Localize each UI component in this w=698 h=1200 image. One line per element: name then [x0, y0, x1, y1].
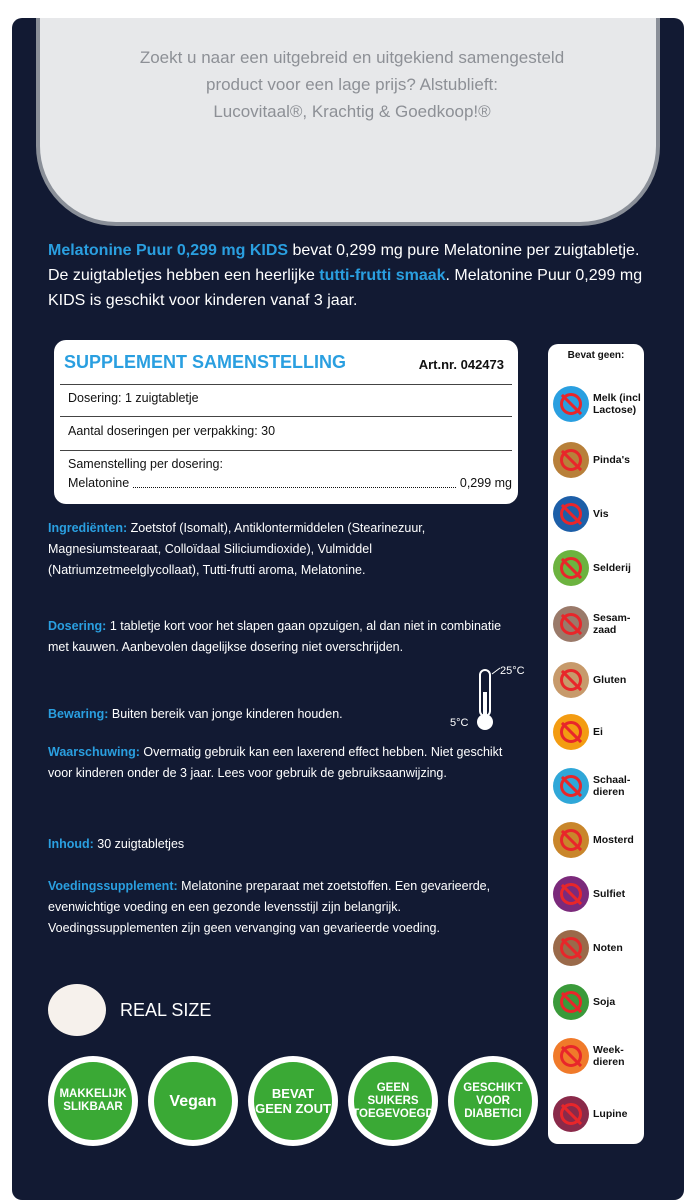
thermometer-max: 25°C	[500, 665, 525, 677]
fish-free-icon	[553, 496, 589, 532]
allergen-soy	[553, 984, 643, 1020]
composition-box	[54, 340, 518, 504]
allergen-label: Ei	[593, 726, 603, 738]
intro-text-2: . Melatonine Puur 0,299 mg KIDS is geschikt voor kinderen vanaf 3 jaar.	[48, 267, 643, 309]
composition-title: SUPPLEMENT SAMENSTELLING	[64, 352, 347, 372]
ingredient-amount: 0,299 mg	[459, 476, 512, 490]
content-section	[48, 834, 524, 855]
egg-free-icon	[553, 714, 589, 750]
allergen-mustard	[553, 822, 643, 858]
badge-no-salt	[248, 1056, 338, 1146]
badge-row	[48, 1056, 544, 1156]
badge-no-salt-text: BEVAT GEEN ZOUT	[254, 1062, 332, 1140]
per-dose-label: Samenstelling per dosering:	[68, 457, 223, 471]
allergen-panel	[548, 344, 644, 1144]
celery-free-icon	[553, 550, 589, 586]
per-dose-row	[60, 450, 512, 494]
soy-free-icon	[553, 984, 589, 1020]
ingredients-text: Zoetstof (Isomalt), Antiklontermiddelen (Stearinezuur, Magnesiumstearaat, Colloïdaal Siliciumdioxide), Vulmiddel (Natriumzetmeelglycollaat), Tutti-frutti aroma, Melatonine.	[48, 521, 426, 577]
allergen-label: Soja	[593, 996, 616, 1008]
allergen-label: Lupine	[593, 1108, 628, 1120]
dosage-section	[48, 616, 524, 658]
allergen-label: Noten	[593, 942, 623, 954]
nut-free-icon	[553, 930, 589, 966]
badge-vegan	[148, 1056, 238, 1146]
allergen-sulfite	[553, 876, 643, 912]
thermometer-icon	[438, 664, 528, 736]
allergen-lupine	[553, 1096, 643, 1132]
real-size	[48, 984, 211, 1036]
allergen-label: Sesam-zaad	[593, 612, 631, 636]
ingredient-name: Melatonine	[68, 476, 130, 490]
dose-row: Dosering: 1 zuigtabletje	[60, 384, 512, 410]
dosage-text: 1 tabletje kort voor het slapen gaan opzuigen, al dan niet in combinatie met kauwen. Aanbevolen dagelijkse dosering niet overschrijden.	[48, 619, 502, 654]
banner-text	[84, 44, 620, 125]
banner-line-2: product voor een lage prijs? Alstublieft:	[205, 75, 498, 94]
dot-leader	[133, 474, 456, 488]
badge-diabetic-text: GESCHIKT VOOR DIABETICI	[454, 1062, 532, 1140]
real-size-label: REAL SIZE	[120, 999, 212, 1020]
allergen-milk	[553, 386, 643, 422]
allergen-nuts	[553, 930, 643, 966]
warning-section	[48, 742, 524, 784]
warning-text: Overmatig gebruik kan een laxerend effect hebben. Niet geschikt voor kinderen onder de 3 jaar. Lees voor gebruik de gebruiksaanwijzing.	[48, 745, 503, 780]
ingredients-section	[48, 518, 524, 581]
allergen-label: Week-dieren	[593, 1044, 625, 1068]
ingredient-line	[68, 474, 512, 493]
allergen-label: Gluten	[593, 674, 627, 686]
allergen-label: Pinda's	[593, 454, 630, 466]
warning-label: Waarschuwing:	[48, 745, 140, 759]
allergen-label: Sulfiet	[593, 888, 626, 900]
thermometer-min: 5°C	[450, 717, 469, 729]
tablet-image	[48, 984, 106, 1036]
supplement-text: Melatonine preparaat met zoetstoffen. Een gevarieerde, evenwichtige voeding en een gezonde levensstijl zijn belangrijk. Voedingssupplementen zijn geen vervanging van gevarieerde voeding.	[48, 879, 491, 935]
storage-section	[48, 704, 428, 725]
lupine-free-icon	[553, 1096, 589, 1132]
allergen-peanuts	[553, 442, 643, 478]
badge-easy-swallow-text: MAKKELIJK SLIKBAAR	[54, 1062, 132, 1140]
flavor-highlight: tutti-frutti smaak	[319, 267, 446, 284]
banner	[36, 18, 660, 226]
allergen-fish	[553, 496, 643, 532]
article-number: Art.nr. 042473	[418, 357, 504, 372]
peanut-free-icon	[553, 442, 589, 478]
product-name: Melatonine Puur 0,299 mg KIDS	[48, 242, 289, 259]
intro-paragraph	[48, 238, 648, 313]
content-label: Inhoud:	[48, 837, 94, 851]
badge-easy-swallow	[48, 1056, 138, 1146]
mollusc-free-icon	[553, 1038, 589, 1074]
badge-no-sugar	[348, 1056, 438, 1146]
allergen-title: Bevat geen:	[567, 350, 625, 361]
servings-row: Aantal doseringen per verpakking: 30	[60, 416, 512, 444]
storage-label: Bewaring:	[48, 707, 109, 721]
allergen-molluscs	[553, 1038, 643, 1074]
ingredients-label: Ingrediënten:	[48, 521, 128, 535]
supplement-label: Voedingssupplement:	[48, 879, 178, 893]
content-text: 30 zuigtabletjes	[93, 837, 185, 851]
badge-vegan-text: Vegan	[154, 1062, 232, 1140]
allergen-egg	[553, 714, 643, 750]
badge-no-sugar-text: GEEN SUIKERS TOEGEVOEGD	[354, 1062, 432, 1140]
supplement-section	[48, 876, 524, 939]
allergen-label: Mosterd	[593, 834, 634, 846]
allergen-gluten	[553, 662, 643, 698]
banner-line-3: Lucovitaal®, Krachtig & Goedkoop!®	[213, 102, 491, 121]
mustard-free-icon	[553, 822, 589, 858]
allergen-label: Melk (incl Lactose)	[593, 392, 641, 416]
allergen-sesame	[553, 606, 643, 642]
banner-line-1: Zoekt u naar een uitgebreid en uitgekiend samengesteld	[139, 48, 565, 67]
allergen-label: Vis	[593, 508, 609, 520]
badge-diabetic	[448, 1056, 538, 1146]
sulfite-free-icon	[553, 876, 589, 912]
intro-text-1: bevat 0,299 mg pure Melatonine per zuigtabletje. De zuigtabletjes hebben een heerlijke	[48, 242, 640, 284]
sesame-free-icon	[553, 606, 589, 642]
milk-free-icon	[553, 386, 589, 422]
allergen-label: Schaal-dieren	[593, 774, 631, 798]
allergen-label: Selderij	[593, 562, 631, 574]
allergen-celery	[553, 550, 643, 586]
gluten-free-icon	[553, 662, 589, 698]
dosage-label: Dosering:	[48, 619, 107, 633]
shellfish-free-icon	[553, 768, 589, 804]
storage-text: Buiten bereik van jonge kinderen houden.	[108, 707, 343, 721]
allergen-shellfish	[553, 768, 643, 804]
